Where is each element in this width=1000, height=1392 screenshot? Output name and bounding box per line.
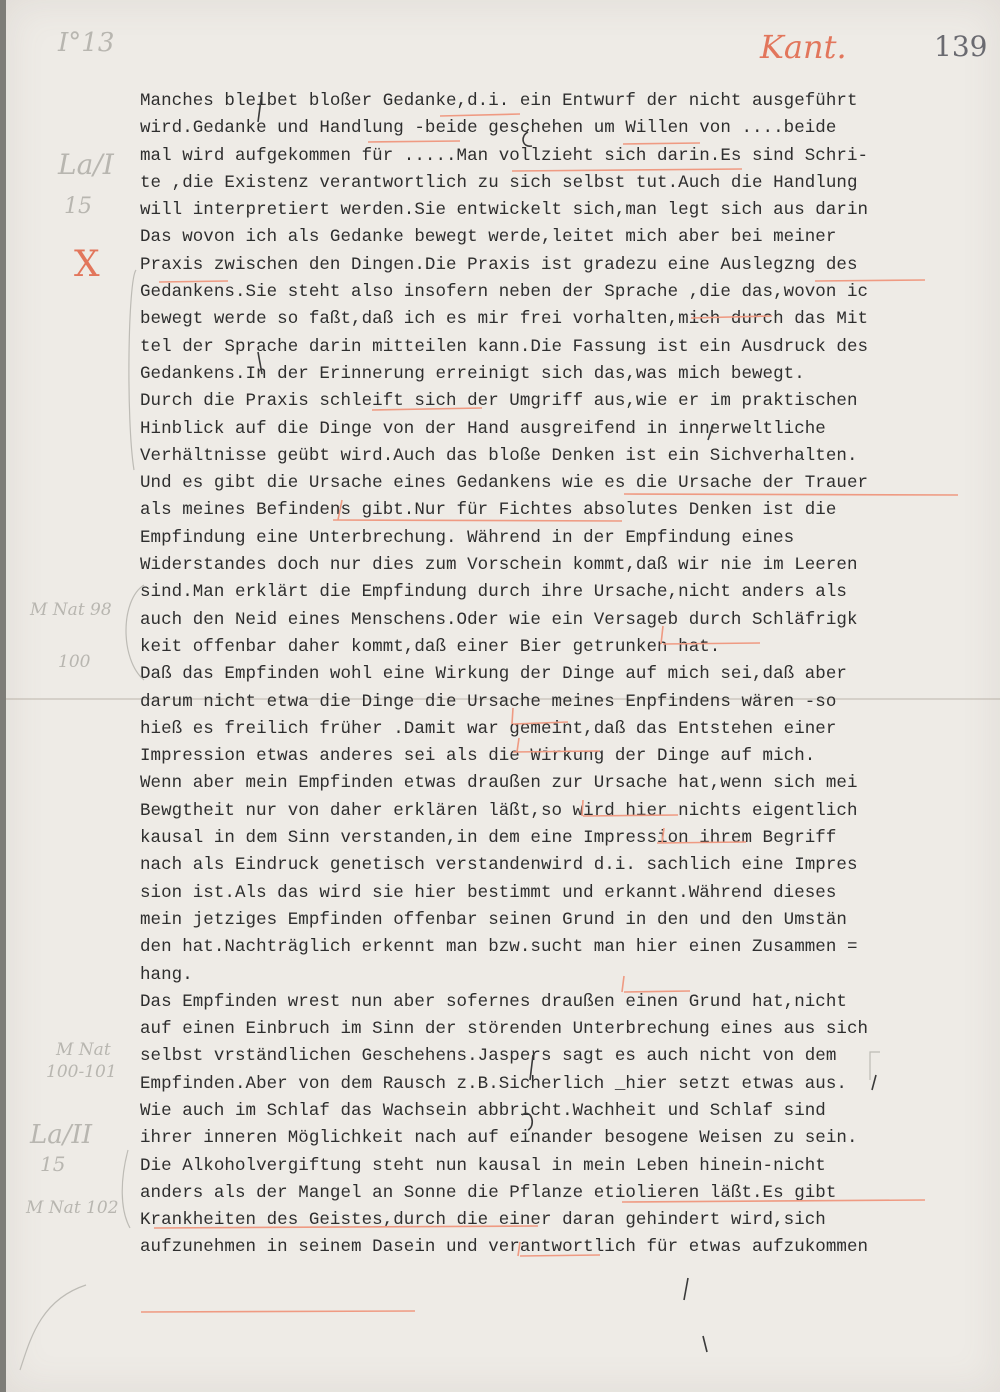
text-line: hieß es freilich früher .Damit war gemeint,daß das Entstehen einer xyxy=(140,718,837,739)
text-line: aufzunehmen in seinem Dasein und verantwortlich für etwas aufzukommen xyxy=(140,1237,869,1258)
text-line: sind.Man erklärt die Empfindung durch ihre Ursache,nicht anders als xyxy=(140,582,847,603)
text-line: Krankheiten des Geistes,durch die einer daran gehindert wird,sich xyxy=(140,1210,826,1231)
margin-note: M Nat 98 xyxy=(30,600,112,620)
margin-note: 15 xyxy=(64,194,92,219)
text-line: anders als der Mangel an Sonne die Pflanze etiolieren läßt.Es gibt xyxy=(140,1182,837,1203)
text-line: Und es gibt die Ursache eines Gedankens wie es die Ursache der Trauer xyxy=(140,473,869,494)
text-line: wird.Gedanke und Handlung -beide geschehen um Willen von ....beide xyxy=(140,118,837,139)
text-line: Durch die Praxis schleift sich der Umgriff aus,wie er im praktischen xyxy=(140,391,858,412)
text-line: darum nicht etwa die Dinge die Ursache meines Enpfindens wären -so xyxy=(140,691,837,712)
text-line: Hinblick auf die Dinge von der Hand ausgreifend in innerweltliche xyxy=(140,418,826,439)
text-line: nach als Eindruck genetisch verstandenwird d.i. sachlich eine Impres xyxy=(140,855,858,876)
text-line: kausal in dem Sinn verstanden,in dem eine Impression ihrem Begriff xyxy=(140,828,837,849)
text-line: Praxis zwischen den Dingen.Die Praxis ist gradezu eine Auslegzng des xyxy=(140,254,858,275)
margin-note: 100-101 xyxy=(46,1062,117,1082)
text-line: will interpretiert werden.Sie entwickelt sich,man legt sich aus darin xyxy=(140,200,869,221)
text-line: auf einen Einbruch im Sinn der störenden Unterbrechung eines aus sich xyxy=(140,1019,869,1040)
text-line: Manches bleibet bloßer Gedanke,d.i. ein Entwurf der nicht ausgeführt xyxy=(140,91,858,111)
text-line: Verhältnisse geübt wird.Auch das bloße Denken ist ein Sichverhalten. xyxy=(140,445,858,466)
text-line: selbst vrständlichen Geschehens.Jaspers sagt es auch nicht von dem xyxy=(140,1046,837,1067)
text-line: Das Empfinden wrest nun aber sofernes draußen einen Grund hat,nicht xyxy=(140,991,847,1012)
text-line: te ,die Existenz verantwortlich zu sich selbst tut.Auch die Handlung xyxy=(140,172,858,193)
text-line: Gedankens.Sie steht also insofern neben der Sprache ,die das,wovon ic xyxy=(140,282,869,303)
page-number: 139 xyxy=(934,30,988,63)
text-line: Gedankens.In der Erinnerung erreinigt sich das,was mich bewegt. xyxy=(140,363,805,384)
text-line: als meines Befindens gibt.Nur für Fichtes absolutes Denken ist die xyxy=(140,500,837,521)
author-note: Kant. xyxy=(760,28,847,66)
text-line: Wenn aber mein Empfinden etwas draußen zur Ursache hat,wenn sich mei xyxy=(140,773,858,794)
text-line: den hat.Nachträglich erkennt man bzw.sucht man hier einen Zusammen = xyxy=(140,937,858,958)
margin-note: M Nat xyxy=(56,1040,111,1060)
margin-note: La/II xyxy=(30,1120,93,1150)
text-line: Impression etwas anderes sei als die Wirkung der Dinge auf mich. xyxy=(140,746,816,767)
margin-note: La/I xyxy=(58,148,114,181)
text-line: Das wovon ich als Gedanke bewegt werde,leitet mich aber bei meiner xyxy=(140,227,837,248)
text-line: Bewgtheit nur von daher erklären läßt,so wird hier nichts eigentlich xyxy=(140,800,858,821)
text-line: keit offenbar daher kommt,daß einer Bier getrunken hat. xyxy=(140,636,721,657)
text-line: bewegt werde so faßt,daß ich es mir frei vorhalten,mich durch das Mit xyxy=(140,309,869,330)
text-line: auch den Neid eines Menschens.Oder wie ein Versageb durch Schläfrigk xyxy=(140,609,858,630)
text-line: ihrer inneren Möglichkeit nach auf einander besogene Weisen zu sein. xyxy=(140,1128,858,1149)
text-line: Daß das Empfinden wohl eine Wirkung der Dinge auf mich sei,daß aber xyxy=(140,664,847,685)
text-line: tel der Sprache darin mitteilen kann.Die Fassung ist ein Ausdruck des xyxy=(140,336,869,357)
margin-note: 100 xyxy=(58,652,91,672)
text-line: hang. xyxy=(140,964,193,985)
text-line: Empfinden.Aber von dem Rausch z.B.Sicherlich _hier setzt etwas aus. xyxy=(140,1073,847,1094)
text-line: Widerstandes doch nur dies zum Vorschein kommt,daß wir nie im Leeren xyxy=(140,555,858,576)
margin-note: 15 xyxy=(40,1152,66,1176)
text-line: Die Alkoholvergiftung steht nun kausal in mein Leben hinein-nicht xyxy=(140,1155,826,1176)
text-line: mein jetziges Empfinden offenbar seinen Grund in den und den Umstän xyxy=(140,909,847,930)
margin-cross-mark: X xyxy=(74,244,100,285)
text-line: mal wird aufgekommen für .....Man vollzieht sich darin.Es sind Schri- xyxy=(140,145,869,166)
margin-note: M Nat 102 xyxy=(26,1198,119,1218)
text-line: sion ist.Als das wird sie hier bestimmt und erkannt.Während dieses xyxy=(140,882,837,903)
text-line: Empfindung eine Unterbrechung. Während in der Empfindung eines xyxy=(140,527,795,548)
text-line: Wie auch im Schlaf das Wachsein abbricht.Wachheit und Schlaf sind xyxy=(140,1100,826,1121)
typed-text-body xyxy=(140,88,1000,1262)
archive-mark: I°13 xyxy=(58,28,115,58)
